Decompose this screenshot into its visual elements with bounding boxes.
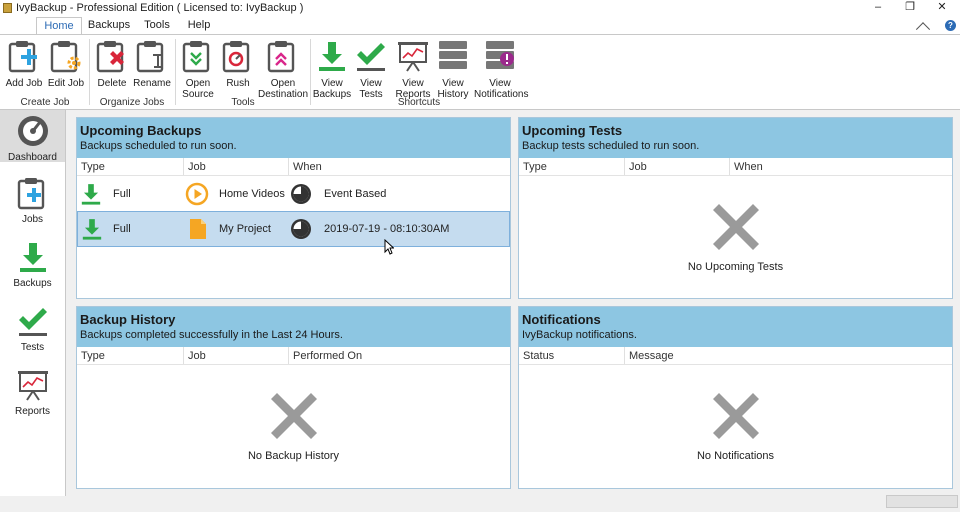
play-icon bbox=[185, 182, 209, 206]
restore-button[interactable]: ❐ bbox=[905, 1, 915, 13]
open-source-icon bbox=[181, 39, 215, 73]
table-row-selected[interactable] bbox=[77, 211, 510, 247]
help-icon[interactable]: ? bbox=[945, 20, 956, 31]
row-type: Full bbox=[113, 223, 131, 235]
view-backups-label-2: Backups bbox=[312, 89, 352, 100]
empty-message: No Backup History bbox=[247, 450, 340, 462]
view-tests-label-1: View bbox=[360, 78, 382, 89]
notifications-panel bbox=[518, 306, 953, 489]
tab-help[interactable]: Help bbox=[187, 19, 211, 31]
panel-subtitle: Backups scheduled to run soon. bbox=[80, 140, 237, 152]
view-notifications-button[interactable] bbox=[474, 39, 529, 100]
view-history-label-1: View bbox=[442, 78, 464, 89]
view-reports-label-1: View bbox=[402, 78, 424, 89]
file-icon bbox=[188, 217, 208, 241]
sidebar-item-label: Backups bbox=[13, 278, 52, 289]
sidebar bbox=[0, 110, 66, 496]
empty-message: No Notifications bbox=[696, 450, 775, 462]
sidebar-item-label: Jobs bbox=[21, 214, 44, 225]
clock-icon bbox=[290, 183, 312, 205]
add-job-label: Add Job bbox=[5, 78, 43, 89]
open-source-button[interactable] bbox=[178, 39, 218, 100]
clock-icon bbox=[290, 218, 312, 240]
column-header-performed-on[interactable]: Performed On bbox=[293, 350, 363, 362]
panel-title: Upcoming Backups bbox=[80, 123, 202, 138]
column-header-job[interactable]: Job bbox=[184, 347, 289, 365]
status-bar-progress bbox=[886, 495, 958, 508]
app-logo-icon bbox=[3, 3, 12, 13]
view-reports-label-2: Reports bbox=[395, 89, 431, 100]
row-when: Event Based bbox=[324, 188, 387, 200]
panel-header bbox=[519, 118, 952, 158]
edit-job-icon bbox=[49, 39, 83, 73]
rush-button[interactable] bbox=[218, 39, 258, 89]
sidebar-item-backups[interactable] bbox=[0, 240, 65, 289]
sidebar-item-tests[interactable] bbox=[0, 304, 65, 353]
panel-subtitle: Backups completed successfully in the Last 24 Hours. bbox=[80, 329, 343, 341]
ribbon-tab-bar bbox=[0, 17, 960, 34]
panel-title: Backup History bbox=[80, 312, 176, 327]
header-divider bbox=[519, 364, 952, 365]
empty-message: No Upcoming Tests bbox=[687, 261, 784, 273]
view-notifications-label-2: Notifications bbox=[474, 89, 529, 100]
column-header-status[interactable]: Status bbox=[519, 347, 625, 365]
open-source-label-1: Open bbox=[185, 78, 211, 89]
sidebar-item-label: Dashboard bbox=[8, 152, 57, 163]
rush-icon bbox=[221, 39, 255, 73]
notification-stack-icon bbox=[483, 39, 517, 73]
group-create-job: Create Job bbox=[20, 97, 70, 108]
empty-state bbox=[519, 202, 952, 273]
tab-home[interactable]: Home bbox=[36, 17, 82, 35]
mouse-cursor-icon bbox=[384, 239, 394, 255]
open-destination-label-1: Open bbox=[270, 78, 296, 89]
view-history-label-2: History bbox=[437, 89, 469, 100]
rename-icon bbox=[135, 39, 169, 73]
rename-label: Rename bbox=[133, 78, 171, 89]
window-title: IvyBackup - Professional Edition ( Licensed to: IvyBackup ) bbox=[16, 2, 304, 14]
edit-job-button[interactable] bbox=[46, 39, 86, 89]
add-job-button[interactable] bbox=[4, 39, 44, 89]
header-divider bbox=[519, 175, 952, 176]
column-header-type[interactable]: Type bbox=[519, 158, 625, 176]
view-tests-button[interactable] bbox=[352, 39, 390, 100]
minimize-button[interactable]: – bbox=[874, 1, 882, 13]
row-job: My Project bbox=[219, 223, 271, 235]
sidebar-item-jobs[interactable] bbox=[0, 176, 65, 225]
add-job-icon bbox=[7, 39, 41, 73]
view-reports-button[interactable] bbox=[392, 39, 434, 100]
open-destination-button[interactable] bbox=[258, 39, 308, 100]
rename-button[interactable] bbox=[132, 39, 172, 89]
edit-job-label: Edit Job bbox=[47, 78, 85, 89]
check-icon bbox=[354, 39, 388, 73]
upcoming-tests-panel bbox=[518, 117, 953, 299]
download-icon bbox=[80, 217, 104, 241]
ribbon-separator bbox=[89, 39, 90, 105]
panel-title: Notifications bbox=[522, 312, 601, 327]
column-header-when[interactable]: When bbox=[734, 161, 763, 173]
panel-subtitle: Backup tests scheduled to run soon. bbox=[522, 140, 700, 152]
row-job: Home Videos bbox=[219, 188, 285, 200]
open-destination-label-2: Destination bbox=[258, 89, 309, 100]
download-icon bbox=[315, 39, 349, 73]
report-board-icon bbox=[396, 39, 430, 73]
column-header-job[interactable]: Job bbox=[625, 158, 730, 176]
report-board-icon bbox=[16, 368, 50, 402]
header-divider bbox=[77, 364, 510, 365]
title-bar bbox=[0, 0, 960, 17]
ribbon-separator bbox=[175, 39, 176, 105]
dashboard-icon bbox=[16, 114, 50, 148]
open-source-label-2: Source bbox=[182, 89, 214, 100]
panel-subtitle: IvyBackup notifications. bbox=[522, 329, 637, 341]
row-when: 2019-07-19 - 08:10:30AM bbox=[324, 223, 450, 235]
empty-state bbox=[77, 391, 510, 462]
ribbon-separator bbox=[310, 39, 311, 105]
column-header-job[interactable]: Job bbox=[184, 158, 289, 176]
group-organize-jobs: Organize Jobs bbox=[99, 97, 165, 108]
view-notifications-label-1: View bbox=[489, 78, 511, 89]
upcoming-backups-panel bbox=[76, 117, 511, 299]
empty-x-icon bbox=[269, 391, 319, 441]
sidebar-item-dashboard[interactable] bbox=[0, 110, 65, 162]
row-type: Full bbox=[113, 188, 131, 200]
table-row[interactable] bbox=[77, 176, 510, 212]
rush-label: Rush bbox=[226, 78, 250, 89]
close-button[interactable]: ✕ bbox=[937, 1, 947, 13]
view-backups-button[interactable] bbox=[312, 39, 352, 100]
column-header-message[interactable]: Message bbox=[629, 350, 674, 362]
column-header-type[interactable]: Type bbox=[77, 158, 184, 176]
open-destination-icon bbox=[266, 39, 300, 73]
download-icon bbox=[16, 240, 50, 274]
panel-header bbox=[519, 307, 952, 347]
empty-state bbox=[519, 391, 952, 462]
empty-x-icon bbox=[711, 391, 761, 441]
ribbon bbox=[0, 34, 960, 110]
group-tools: Tools bbox=[231, 97, 255, 108]
empty-x-icon bbox=[711, 202, 761, 252]
sidebar-item-label: Reports bbox=[14, 406, 50, 417]
check-icon bbox=[16, 304, 50, 338]
view-tests-label-2: Tests bbox=[359, 89, 383, 100]
backup-history-panel bbox=[76, 306, 511, 489]
sidebar-item-label: Tests bbox=[20, 342, 45, 353]
column-header-type[interactable]: Type bbox=[77, 347, 184, 365]
sidebar-item-reports[interactable] bbox=[0, 368, 65, 417]
tab-tools[interactable]: Tools bbox=[144, 19, 170, 31]
panel-header bbox=[77, 307, 510, 347]
column-header-when[interactable]: When bbox=[293, 161, 322, 173]
delete-button[interactable] bbox=[92, 39, 132, 89]
download-icon bbox=[79, 182, 103, 206]
panel-header bbox=[77, 118, 510, 158]
view-backups-label-1: View bbox=[321, 78, 343, 89]
view-history-button[interactable] bbox=[434, 39, 472, 100]
tab-backups[interactable]: Backups bbox=[87, 19, 131, 31]
history-stack-icon bbox=[436, 39, 470, 73]
group-shortcuts: Shortcuts bbox=[397, 97, 441, 108]
delete-label: Delete bbox=[97, 78, 127, 89]
delete-icon bbox=[95, 39, 129, 73]
panel-title: Upcoming Tests bbox=[522, 123, 623, 138]
jobs-icon bbox=[16, 176, 50, 210]
